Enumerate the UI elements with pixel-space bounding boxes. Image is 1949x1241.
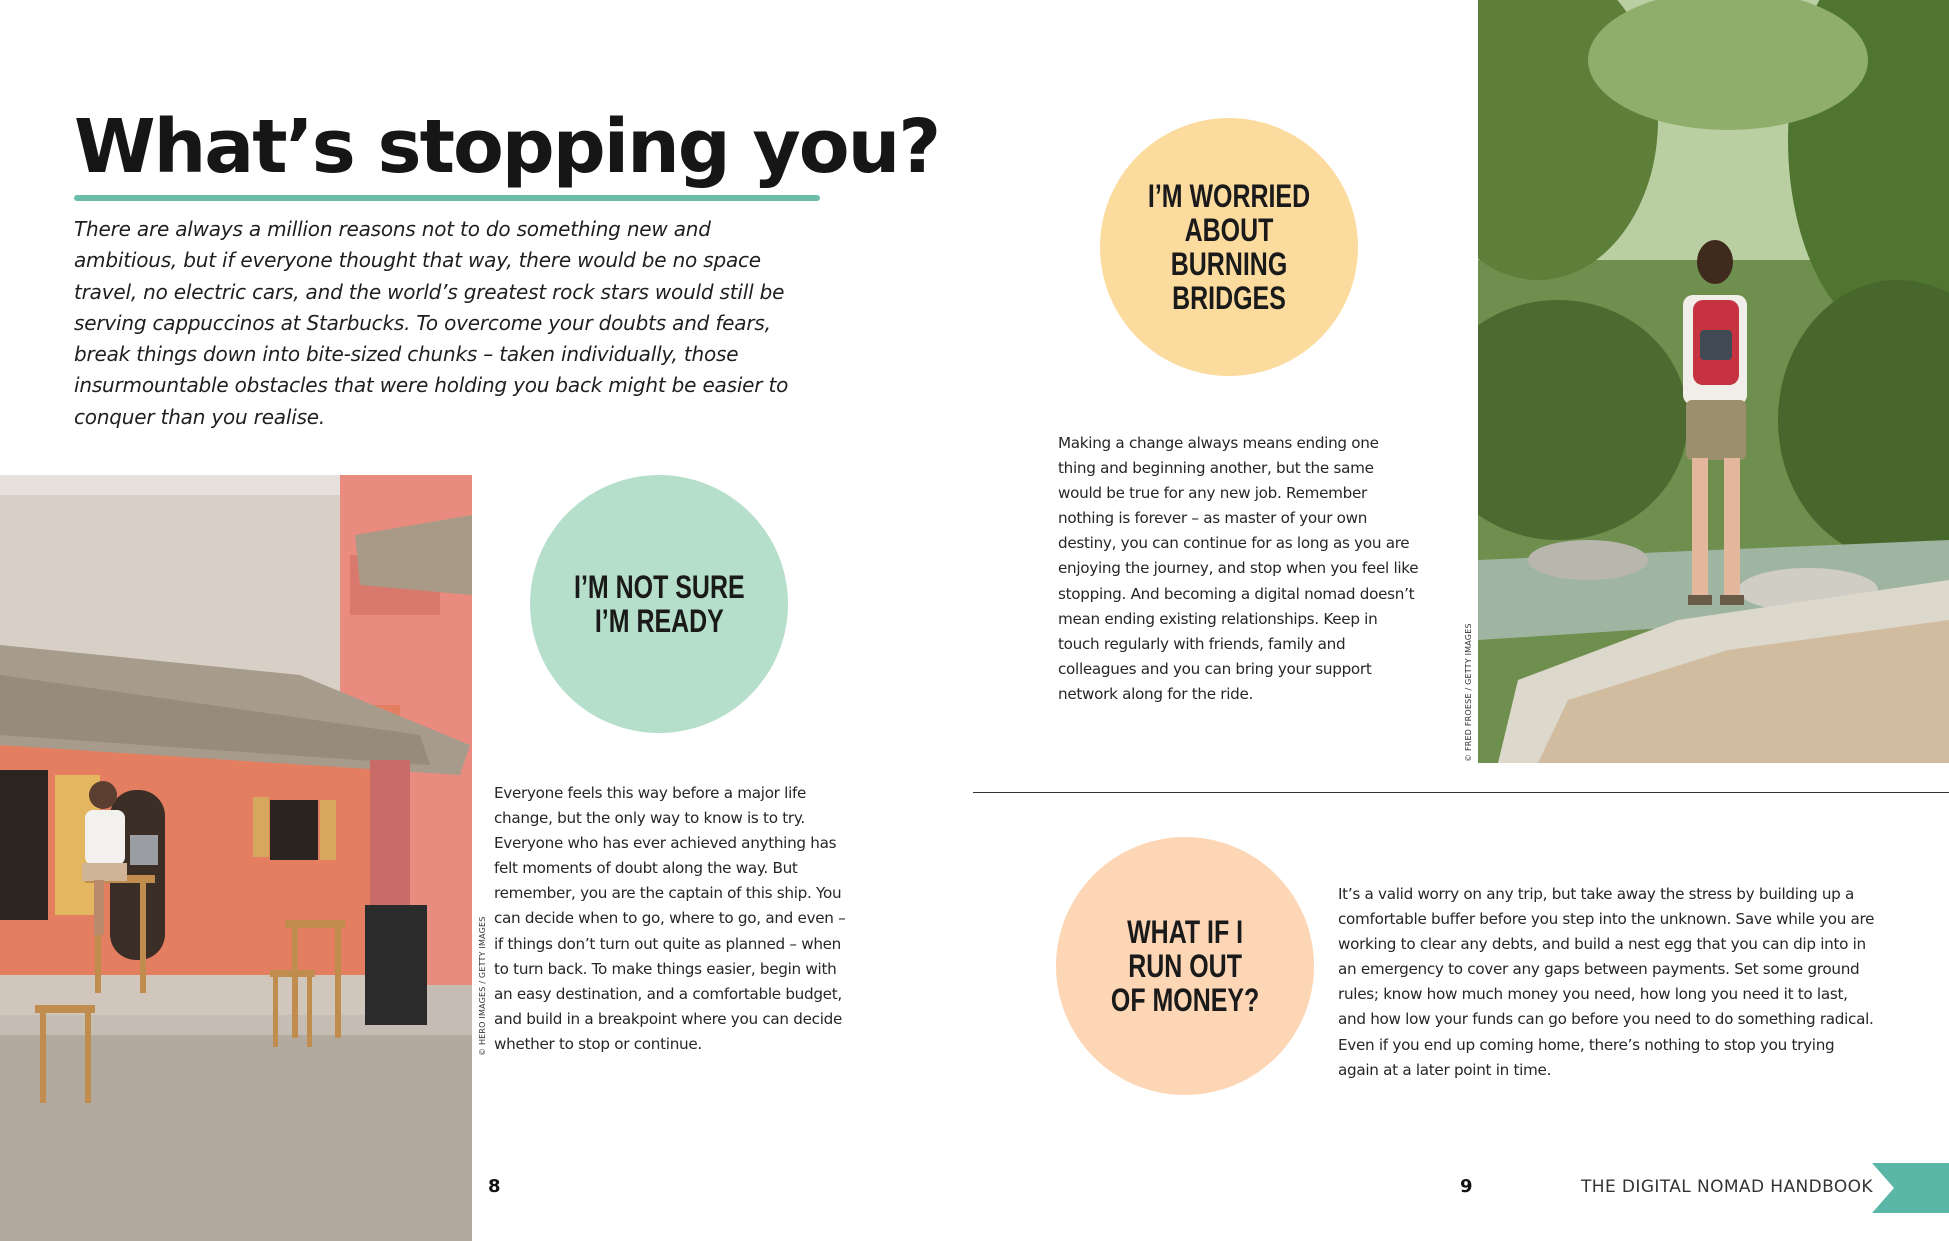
circle-run-out-money xyxy=(1056,837,1314,1095)
page-number-left: 8 xyxy=(488,1176,501,1197)
burning-bridges-body: Making a change always means ending one thing and beginning another, but the same would be true for any new job. Remember nothing is forever – as master of your own destiny, you can continue for as long as you are enjoying the journey, and stop when you feel like stopping. And becoming a digital nomad doesn’t mean ending existing relationships. Keep in touch regularly with friends, family and colleagues and you can bring your support network along for the ride. xyxy=(1058,434,1419,703)
circle-not-sure-ready xyxy=(530,475,788,733)
page-tab-arrow-icon xyxy=(1872,1163,1949,1213)
circle-burning-bridges xyxy=(1100,118,1358,376)
hiker-photo xyxy=(1478,0,1949,763)
run-out-money-body: It’s a valid worry on any trip, but take away the stress by building up a comfortable buffer before you step into the unknown. Save while you are working to clear any debts, and build a nest egg that you can dip into in an emergency to cover any gaps between payments. Set some ground rules; know how much money you need, how long you need it to last, and how low your funds can go before you need to do something radical. Even if you end up coming home, there’s nothing to stop you trying again at a later point in time. xyxy=(1338,885,1875,1079)
run-out-money-title: WHAT IF I RUN OUT OF MONEY? xyxy=(1110,914,1260,1018)
heading-underline xyxy=(74,195,820,201)
intro-paragraph: There are always a million reasons not to do something new and ambitious, but if everyone thought that way, there would be no space travel, no electric cars, and the world’s greatest rock stars would still be serving cappuccinos at Starbucks. To overcome your doubts and fears, break things down into bite-sized chunks – taken individually, those insurmountable obstacles that were holding you back might be easier to conquer than you realise. xyxy=(74,217,789,429)
book-title: THE DIGITAL NOMAD HANDBOOK xyxy=(1581,1177,1873,1197)
cafe-photo xyxy=(0,475,472,1241)
burning-bridges-title: I’M WORRIED ABOUT BURNING BRIDGES xyxy=(1147,178,1311,316)
cafe-photo-credit: © HERO IMAGES / GETTY IMAGES xyxy=(478,916,487,1056)
page-heading: What’s stopping you? xyxy=(74,104,940,190)
section-divider xyxy=(973,792,1949,793)
not-sure-ready-body: Everyone feels this way before a major life change, but the only way to know is to try. Everyone who has ever achieved anything has felt moments of doubt along the way. But remember, you are the captain of this ship. You can decide when to go, where to go, and even – if things don’t turn out quite as planned – when to turn back. To make things easier, begin with an easy destination, and a comfortable budget, and build in a breakpoint where you can decide whether to stop or continue. xyxy=(494,784,846,1053)
not-sure-ready-title: I’M NOT SURE I’M READY xyxy=(573,569,745,639)
hiker-photo-credit: © FRED FROESE / GETTY IMAGES xyxy=(1464,623,1473,762)
page-number-right: 9 xyxy=(1460,1176,1473,1197)
